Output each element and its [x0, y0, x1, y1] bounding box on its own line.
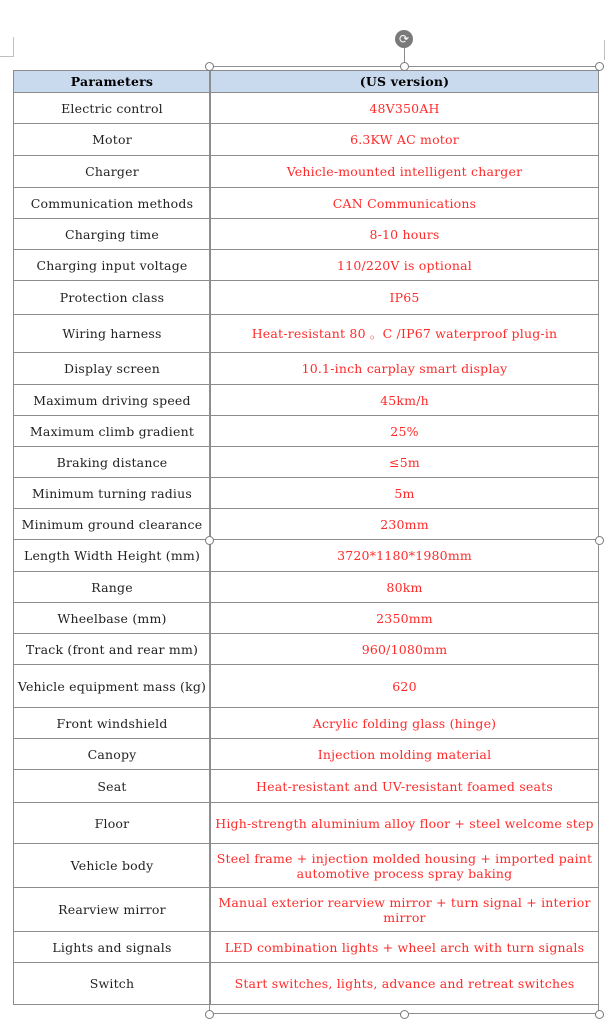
table-row [14, 572, 599, 603]
table-row [14, 478, 599, 509]
row-value: Steel frame + injection molded housing + imported paint automotive process spray baking [211, 844, 599, 888]
page-edge-mark [604, 40, 606, 60]
table-row [14, 708, 599, 739]
row-value: ≤5m [211, 447, 599, 478]
row-value: Heat-resistant 80 。C /IP67 waterproof plug-in [211, 315, 599, 353]
row-value: Manual exterior rearview mirror + turn signal + interior mirror [211, 888, 599, 932]
row-value: CAN Communications [211, 188, 599, 219]
row-label: Communication methods [14, 188, 211, 219]
row-label: Charging time [14, 219, 211, 250]
row-value: 3720*1180*1980mm [211, 540, 599, 572]
row-label: Motor [14, 124, 211, 156]
row-label: Display screen [14, 353, 211, 385]
row-value: 110/220V is optional [211, 250, 599, 281]
row-value: IP65 [211, 281, 599, 315]
table-row [14, 603, 599, 634]
row-value: Injection molding material [211, 739, 599, 770]
table-row [14, 156, 599, 188]
rotate-icon[interactable]: ⟳ [395, 30, 413, 48]
parameters-table[interactable] [13, 70, 599, 1005]
row-label: Front windshield [14, 708, 211, 739]
row-value: 2350mm [211, 603, 599, 634]
row-value: 10.1-inch carplay smart display [211, 353, 599, 385]
row-label: Seat [14, 770, 211, 803]
row-label: Electric control [14, 93, 211, 124]
row-label: Charging input voltage [14, 250, 211, 281]
row-label: Floor [14, 803, 211, 844]
row-label: Canopy [14, 739, 211, 770]
row-label: Range [14, 572, 211, 603]
row-value: High-strength aluminium alloy floor + steel welcome step [211, 803, 599, 844]
row-value: Heat-resistant and UV-resistant foamed seats [211, 770, 599, 803]
row-label: Track (front and rear mm) [14, 634, 211, 665]
table-row [14, 770, 599, 803]
row-label: Protection class [14, 281, 211, 315]
row-value: 25% [211, 416, 599, 447]
table-row [14, 188, 599, 219]
resize-handle-top-left[interactable] [205, 62, 214, 71]
row-label: Maximum climb gradient [14, 416, 211, 447]
table-row [14, 888, 599, 932]
table-row [14, 385, 599, 416]
table-row [14, 634, 599, 665]
table-row [14, 353, 599, 385]
row-label: Maximum driving speed [14, 385, 211, 416]
table-row [14, 250, 599, 281]
row-label: Length Width Height (mm) [14, 540, 211, 572]
row-label: Rearview mirror [14, 888, 211, 932]
resize-handle-bottom[interactable] [400, 1010, 409, 1019]
header-parameters: Parameters [14, 71, 211, 93]
resize-handle-left[interactable] [205, 536, 214, 545]
table-row [14, 447, 599, 478]
table-row [14, 281, 599, 315]
row-label: Minimum turning radius [14, 478, 211, 509]
resize-handle-bottom-right[interactable] [595, 1010, 604, 1019]
row-label: Braking distance [14, 447, 211, 478]
table-row [14, 665, 599, 708]
row-value: 230mm [211, 509, 599, 540]
table-row [14, 803, 599, 844]
header-version: (US version) [211, 71, 599, 93]
row-value: 5m [211, 478, 599, 509]
table-row [14, 124, 599, 156]
table-header-row [14, 71, 599, 93]
page-corner-mark [0, 56, 13, 58]
row-value: 620 [211, 665, 599, 708]
row-label: Wiring harness [14, 315, 211, 353]
row-value: 960/1080mm [211, 634, 599, 665]
row-value: Vehicle-mounted intelligent charger [211, 156, 599, 188]
table-row [14, 932, 599, 963]
row-label: Charger [14, 156, 211, 188]
resize-handle-bottom-left[interactable] [205, 1010, 214, 1019]
table-row [14, 739, 599, 770]
row-value: Start switches, lights, advance and retreat switches [211, 963, 599, 1005]
row-value: 8-10 hours [211, 219, 599, 250]
row-label: Vehicle equipment mass (kg) [14, 665, 211, 708]
row-value: 6.3KW AC motor [211, 124, 599, 156]
row-value: LED combination lights + wheel arch with turn signals [211, 932, 599, 963]
table-row [14, 963, 599, 1005]
resize-handle-top-right[interactable] [595, 62, 604, 71]
table-row [14, 93, 599, 124]
table-row [14, 416, 599, 447]
row-label: Minimum ground clearance [14, 509, 211, 540]
page-corner-mark [13, 37, 15, 57]
table-row [14, 844, 599, 888]
row-label: Switch [14, 963, 211, 1005]
table-row [14, 509, 599, 540]
resize-handle-top[interactable] [400, 62, 409, 71]
resize-handle-right[interactable] [595, 536, 604, 545]
row-value: 45km/h [211, 385, 599, 416]
row-value: 80km [211, 572, 599, 603]
table-row [14, 219, 599, 250]
table-row [14, 315, 599, 353]
row-label: Wheelbase (mm) [14, 603, 211, 634]
table-row [14, 540, 599, 572]
row-value: 48V350AH [211, 93, 599, 124]
row-label: Vehicle body [14, 844, 211, 888]
row-label: Lights and signals [14, 932, 211, 963]
row-value: Acrylic folding glass (hinge) [211, 708, 599, 739]
